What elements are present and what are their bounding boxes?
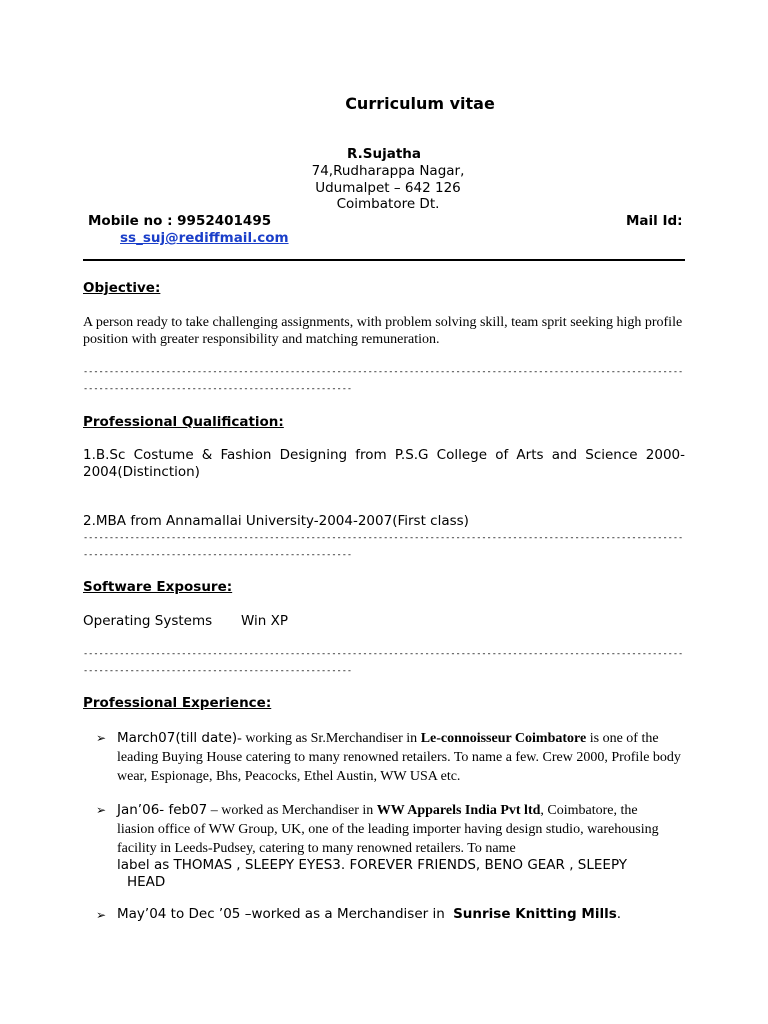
separator-line: ------------------------------------------------------------------------------------------------------------------------------------------------------------------------ xyxy=(83,649,684,676)
experience-role: - working as Sr.Merchandiser in xyxy=(237,731,421,746)
experience-company: Sunrise Knitting Mills xyxy=(453,906,617,922)
header-divider xyxy=(83,259,685,261)
software-value: Win XP xyxy=(241,613,289,629)
separator-line: ------------------------------------------------------------------------------------------------------------------------------------------------------------------------ xyxy=(83,367,684,394)
software-label: Operating Systems xyxy=(83,613,213,629)
experience-description: is one of the leading Buying House catering to many renowned retailers. To name a few. Crew 2000, Profile body wear, Espionage, Bhs, Peacocks, Ethel Austin, WW USA etc. xyxy=(117,731,681,784)
experience-company: Le-connoisseur Coimbatore xyxy=(420,731,587,746)
experience-period: May’04 to Dec ’05 xyxy=(117,906,241,922)
experience-period: March07(till date) xyxy=(117,730,238,746)
experience-item xyxy=(117,729,687,786)
experience-item xyxy=(117,801,677,858)
software-heading: Software Exposure: xyxy=(83,579,233,595)
address-line-3: Coimbatore Dt. xyxy=(336,196,440,212)
experience-role: – worked as Merchandiser in xyxy=(207,803,377,818)
document-title: Curriculum vitae xyxy=(345,94,495,113)
qualification-heading: Professional Qualification: xyxy=(83,414,284,430)
address-line-1: 74,Rudharappa Nagar, xyxy=(311,163,465,179)
experience-item xyxy=(117,906,621,922)
objective-text: A person ready to take challenging assignments, with problem solving skill, team sprit seeking high profile position with greater responsibility and matching remuneration. xyxy=(83,315,683,347)
experience-labels-continued: HEAD xyxy=(127,874,166,890)
mail-label: Mail Id: xyxy=(626,213,683,229)
mobile-number: Mobile no : 9952401495 xyxy=(88,213,272,229)
experience-company: WW Apparels India Pvt ltd xyxy=(376,803,541,818)
objective-heading: Objective: xyxy=(83,280,161,296)
bullet-arrow-icon: ➢ xyxy=(96,803,107,817)
experience-description: , Coimbatore, the liasion office of WW Group, UK, one of the leading importer having design studio, warehousing facility in Leeds-Pudsey, catering to many renowned retailers. To name xyxy=(117,803,659,856)
bullet-arrow-icon: ➢ xyxy=(96,731,107,745)
qualification-item: 2.MBA from Annamallai University-2004-2007(First class) xyxy=(83,513,469,529)
experience-labels: label as THOMAS , SLEEPY EYES3. FOREVER FRIENDS, BENO GEAR , SLEEPY xyxy=(117,857,628,873)
bullet-arrow-icon: ➢ xyxy=(96,908,107,922)
experience-period: Jan’06- feb07 xyxy=(117,802,208,818)
experience-description: . xyxy=(616,906,622,922)
qualification-item: 1.B.Sc Costume & Fashion Designing from P.S.G College of Arts and Science 2000-2004(Distinction) xyxy=(83,447,685,480)
experience-role: –worked as a Merchandiser in xyxy=(240,906,450,922)
experience-heading: Professional Experience: xyxy=(83,695,272,711)
candidate-name: R.Sujatha xyxy=(346,146,422,162)
email-link[interactable]: ss_suj@rediffmail.com xyxy=(120,230,289,246)
address-line-2: Udumalpet – 642 126 xyxy=(315,180,461,196)
separator-line: ------------------------------------------------------------------------------------------------------------------------------------------------------------------------ xyxy=(83,533,684,560)
